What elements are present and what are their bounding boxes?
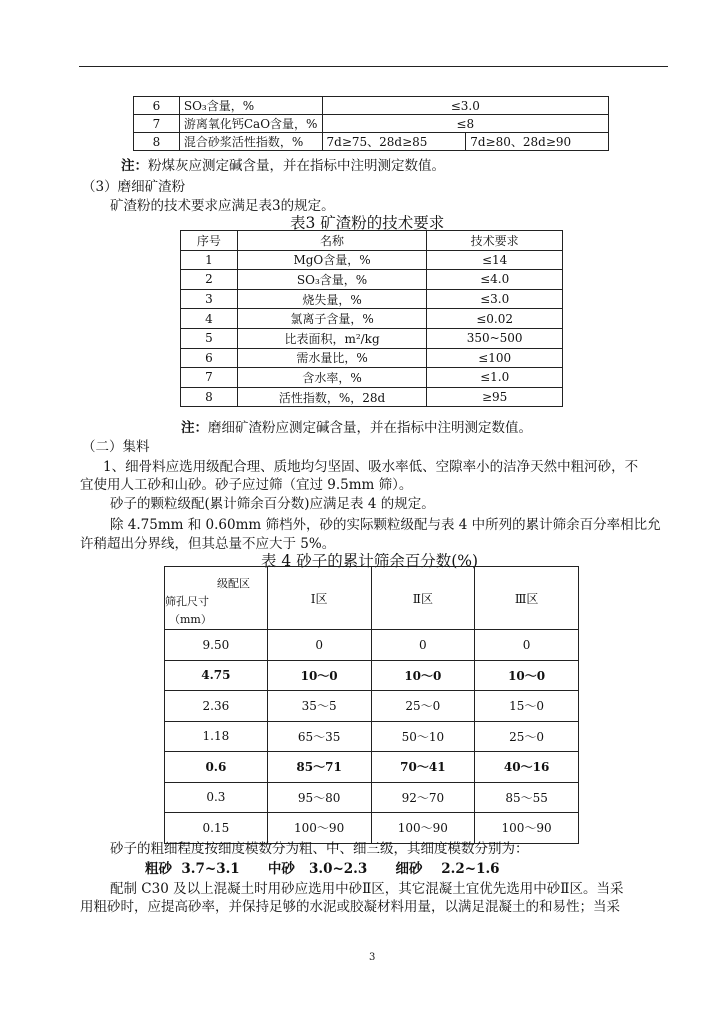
- cell: 100～90: [371, 813, 475, 844]
- diagonal-header: [165, 567, 268, 630]
- paragraph: 许稍超出分界线，但其总量不应大于 5%。: [80, 536, 336, 552]
- cell: ≤1.0: [427, 368, 563, 388]
- table3-note: [181, 416, 532, 436]
- note-label: 注：: [181, 420, 208, 436]
- cell: 40～16: [475, 752, 579, 783]
- cell: 350~500: [427, 328, 563, 348]
- cell: ≤100: [427, 348, 563, 368]
- table-row: [181, 289, 563, 309]
- cell: ≤3.0: [427, 289, 563, 309]
- section-title: （二）集料: [82, 439, 150, 455]
- cell: 0: [267, 630, 371, 661]
- table-caption: 表3 矿渣粉的技术要求: [290, 214, 445, 232]
- sieve-size: 2.36: [165, 691, 268, 722]
- table-row: [181, 250, 563, 270]
- table-row: [134, 97, 609, 115]
- paragraph: 砂子的颗粒级配(累计筛余百分数)应满足表 4 的规定。: [110, 496, 435, 512]
- cell: 活性指数，%，28d: [237, 387, 426, 407]
- table-header-row: [181, 231, 563, 251]
- cell: 35～5: [267, 691, 371, 722]
- header-unit-label: （mm）: [169, 613, 212, 626]
- table-row: [134, 115, 609, 133]
- paragraph: 矿渣粉的技术要求应满足表3的规定。: [110, 198, 335, 214]
- paragraph: 宜使用人工砂和山砂。砂子应过筛（宜过 9.5mm 筛）。: [80, 477, 413, 493]
- cell: 0: [475, 630, 579, 661]
- table-row: [181, 368, 563, 388]
- sieve-size: 1.18: [165, 721, 268, 752]
- paragraph: 1、细骨料应选用级配合理、质地均匀坚固、吸水率低、空隙率小的洁净天然中粗河砂，不: [103, 459, 639, 475]
- cell: 100～90: [267, 813, 371, 844]
- cell: 6: [181, 348, 238, 368]
- cell: 需水量比，%: [237, 348, 426, 368]
- page-number: 3: [369, 952, 376, 963]
- table-row: [165, 630, 579, 661]
- paragraph: 砂子的粗细程度按细度模数分为粗、中、细三级，其细度模数分别为：: [110, 841, 529, 857]
- fly-ash-table: [133, 96, 609, 151]
- column-header: Ⅱ区: [371, 567, 475, 630]
- cell: 65～35: [267, 721, 371, 752]
- row-value: ≤3.0: [322, 97, 608, 115]
- row-number: 7: [134, 115, 180, 133]
- table-row: [134, 133, 609, 151]
- row-item: SO₃含量，%: [179, 97, 322, 115]
- cell: 50～10: [371, 721, 475, 752]
- cell: 25～0: [371, 691, 475, 722]
- cell: 5: [181, 328, 238, 348]
- note-text: 磨细矿渣粉应测定碱含量，并在指标中注明测定数值。: [208, 420, 532, 436]
- row-item: 游离氧化钙CaO含量，%: [179, 115, 322, 133]
- sand-grading-table: [164, 566, 579, 844]
- fineness-values: 粗砂 3.7~3.1 中砂 3.0~2.3 细砂 2.2~1.6: [145, 861, 500, 877]
- cell: 比表面积，m²/kg: [237, 328, 426, 348]
- cell: 10～0: [475, 660, 579, 691]
- row-item: 混合砂浆活性指数，%: [179, 133, 322, 151]
- header-zone-label: 级配区: [217, 577, 250, 590]
- cell: 8: [181, 387, 238, 407]
- table-row: [165, 782, 579, 813]
- table-row: [181, 328, 563, 348]
- cell: 25～0: [475, 721, 579, 752]
- cell: MgO含量，%: [237, 250, 426, 270]
- paragraph: 用粗砂时，应提高砂率，并保持足够的水泥或胶凝材料用量，以满足混凝土的和易性；当采: [80, 899, 620, 915]
- cell: 0: [371, 630, 475, 661]
- sieve-size: 0.15: [165, 813, 268, 844]
- note-label: 注：: [121, 158, 148, 174]
- header-rule: [79, 66, 668, 67]
- row-number: 6: [134, 97, 180, 115]
- table-row: [165, 721, 579, 752]
- cell: 10～0: [267, 660, 371, 691]
- note-text: 粉煤灰应测定碱含量，并在指标中注明测定数值。: [148, 158, 445, 174]
- header-sieve-label: 筛孔尺寸: [165, 595, 209, 608]
- cell: 含水率，%: [237, 368, 426, 388]
- column-header: Ⅲ区: [475, 567, 579, 630]
- cell: ≤4.0: [427, 270, 563, 290]
- paragraph: 除 4.75mm 和 0.60mm 筛档外，砂的实际颗粒级配与表 4 中所列的累计筛余百分率相比允: [110, 517, 661, 533]
- sieve-size: 4.75: [165, 660, 268, 691]
- cell: 100～90: [475, 813, 579, 844]
- cell: ≤0.02: [427, 309, 563, 329]
- column-header: Ⅰ区: [267, 567, 371, 630]
- cell: 92～70: [371, 782, 475, 813]
- table-caption: 表 4 砂子的累计筛余百分数(%): [261, 552, 479, 570]
- cell: 1: [181, 250, 238, 270]
- paragraph: 配制 C30 及以上混凝土时用砂应选用中砂Ⅱ区，其它混凝土宜优先选用中砂Ⅱ区。当采: [110, 881, 624, 897]
- section-title: （3）磨细矿渣粉: [82, 179, 186, 195]
- table-row: [165, 691, 579, 722]
- cell: SO₃含量，%: [237, 270, 426, 290]
- row-value: ≤8: [322, 115, 608, 133]
- table-row: [181, 387, 563, 407]
- table-row: [165, 660, 579, 691]
- cell: 2: [181, 270, 238, 290]
- sieve-size: 0.6: [165, 752, 268, 783]
- cell: 85～55: [475, 782, 579, 813]
- cell: ≤14: [427, 250, 563, 270]
- cell: 氯离子含量，%: [237, 309, 426, 329]
- sieve-size: 0.3: [165, 782, 268, 813]
- table-header-row: [165, 567, 579, 630]
- cell: 烧失量，%: [237, 289, 426, 309]
- cell: 70～41: [371, 752, 475, 783]
- row-value-b: 7d≥80、28d≥90: [466, 133, 609, 151]
- cell: 10～0: [371, 660, 475, 691]
- table-row: [165, 752, 579, 783]
- table-row: [181, 309, 563, 329]
- column-header: 名称: [237, 231, 426, 251]
- cell: 15～0: [475, 691, 579, 722]
- row-value-a: 7d≥75、28d≥85: [322, 133, 466, 151]
- table-row: [181, 270, 563, 290]
- cell: 3: [181, 289, 238, 309]
- cell: 85～71: [267, 752, 371, 783]
- column-header: 序号: [181, 231, 238, 251]
- cell: 95～80: [267, 782, 371, 813]
- cell: 4: [181, 309, 238, 329]
- slag-table: [180, 230, 563, 407]
- column-header: 技术要求: [427, 231, 563, 251]
- sieve-size: 9.50: [165, 630, 268, 661]
- cell: ≥95: [427, 387, 563, 407]
- cell: 7: [181, 368, 238, 388]
- row-number: 8: [134, 133, 180, 151]
- table-row: [181, 348, 563, 368]
- table1-note: [121, 154, 445, 174]
